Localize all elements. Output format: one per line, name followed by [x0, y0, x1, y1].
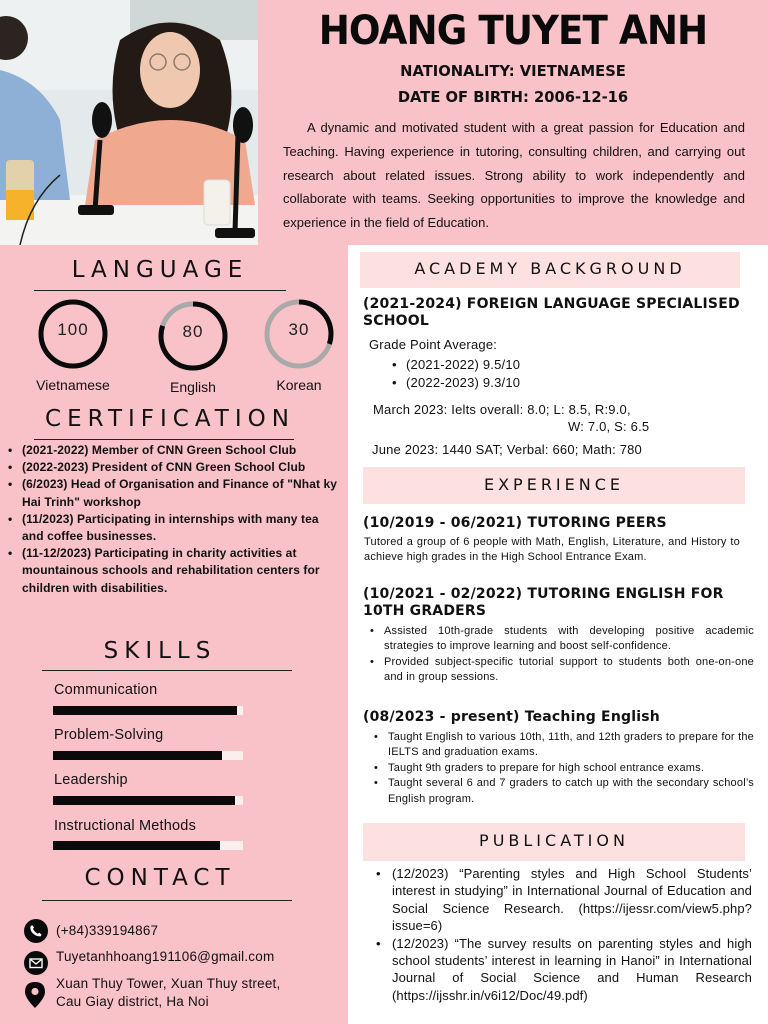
- gpa-label: Grade Point Average:: [369, 337, 498, 352]
- phone-icon: [24, 919, 48, 943]
- certification-list: [8, 442, 342, 597]
- skill-bar-fill: [53, 706, 237, 715]
- publication-list: [376, 865, 752, 1004]
- experience-title: EXPERIENCE: [363, 467, 745, 504]
- language-english: [143, 300, 243, 395]
- skills-title: SKILLS: [103, 638, 217, 664]
- sat-score: June 2023: 1440 SAT; Verbal: 660; Math: 780: [372, 442, 642, 457]
- job-title: (08/2023 - present) Teaching English: [363, 709, 660, 725]
- location-pin-icon: [25, 982, 45, 1008]
- school-name: (2021-2024) FOREIGN LANGUAGE SPECIALISED SCHOOL: [363, 296, 740, 329]
- language-vietnamese: [23, 298, 123, 393]
- nationality: NATIONALITY: VIETNAMESE: [400, 62, 626, 80]
- skill-bar: [53, 841, 243, 850]
- academy-title: ACADEMY BACKGROUND: [360, 252, 740, 288]
- list-item: • (12/2023) “Parenting styles and High School Students’ interest in studying” in International Journal of Education and Social Science Research. (https://ijessr.com/view5.php?issue=6): [376, 865, 752, 935]
- list-item: • (2021-2022) Member of CNN Green School Club: [8, 442, 342, 459]
- job-bullets: [372, 730, 754, 807]
- skill-bar-fill: [53, 796, 235, 805]
- skill-name: Communication: [54, 682, 158, 698]
- skills-rule: [42, 670, 292, 671]
- language-title: LANGUAGE: [71, 257, 249, 283]
- list-item: • (11-12/2023) Participating in charity activities at mountainous schools and rehabilitation centers for children with disabilities.: [8, 545, 342, 597]
- skill-bar-fill: [53, 751, 222, 760]
- list-item: • (6/2023) Head of Organisation and Finance of "Nhat ky Hai Trinh" workshop: [8, 476, 342, 510]
- list-item: • (11/2023) Participating in internships with many tea and coffee businesses.: [8, 511, 342, 545]
- ielts-score-continued: W: 7.0, S: 6.5: [568, 419, 650, 434]
- ielts-score: March 2023: Ielts overall: 8.0; L: 8.5, R:9.0,: [373, 402, 631, 417]
- list-item: • (2022-2023) 9.3/10: [390, 374, 520, 392]
- list-item: • Taught 9th graders to prepare for high school entrance exams.: [372, 761, 754, 776]
- language-score: 30: [288, 320, 310, 339]
- contact-title: CONTACT: [84, 865, 236, 891]
- header-panel: [258, 0, 768, 245]
- certification-rule: [34, 439, 294, 440]
- language-name: Vietnamese: [36, 377, 110, 393]
- skill-bar: [53, 796, 243, 805]
- skill-name: Leadership: [54, 772, 128, 788]
- job-title-line: 10TH GRADERS: [363, 603, 487, 619]
- list-item: • Assisted 10th-grade students with developing positive academic strategies to improve learning and boost self-confidence.: [368, 624, 754, 655]
- gpa-list: [390, 356, 520, 392]
- language-korean: [249, 298, 349, 393]
- language-score: 100: [57, 320, 89, 339]
- list-item: • Provided subject-specific tutorial support to students both one-on-one and in group sessions.: [368, 655, 754, 686]
- date-of-birth: DATE OF BIRTH: 2006-12-16: [397, 88, 629, 106]
- skill-bar: [53, 706, 243, 715]
- profile-photo: [0, 0, 258, 245]
- skill-bar: [53, 751, 243, 760]
- list-item: • Taught English to various 10th, 11th, and 12th graders to prepare for the IELTS and graduation exams.: [372, 730, 754, 761]
- skill-name: Problem-Solving: [54, 727, 164, 743]
- job-title-line: (10/2021 - 02/2022) TUTORING ENGLISH FOR: [363, 586, 724, 602]
- language-rule: [34, 290, 286, 291]
- language-score: 80: [182, 322, 204, 341]
- email-icon: [24, 951, 48, 975]
- language-name: English: [170, 379, 216, 395]
- language-name: Korean: [276, 377, 322, 393]
- address-line: Cau Giay district, Ha Noi: [56, 994, 209, 1009]
- address: [56, 975, 280, 1011]
- skill-bar-fill: [53, 841, 220, 850]
- skill-name: Instructional Methods: [54, 818, 197, 834]
- publication-title: PUBLICATION: [363, 823, 745, 861]
- profile-summary: A dynamic and motivated student with a great passion for Education and Teaching. Having experience in tutoring, consulting children, and carrying out research about related issues. Strong ability to work independently and collaborate with teams. Seeking opportunities to improve the knowledge and experience in the field of Education.: [283, 120, 745, 231]
- list-item: • Taught several 6 and 7 graders to catch up with the secondary school’s English program.: [372, 776, 754, 807]
- phone-number[interactable]: (+84)339194867: [56, 923, 159, 938]
- job-description: Tutored a group of 6 people with Math, English, Literature, and History to achieve high grades in the High School Entrance Exam.: [364, 536, 740, 564]
- profile-photo-illustration: [0, 0, 258, 245]
- job-title: [363, 586, 724, 620]
- email-address[interactable]: Tuyetanhhoang191106@gmail.com: [56, 949, 275, 964]
- certification-title: CERTIFICATION: [45, 406, 295, 432]
- list-item: • (2022-2023) President of CNN Green School Club: [8, 459, 342, 476]
- job-title: (10/2019 - 06/2021) TUTORING PEERS: [363, 515, 667, 531]
- job-bullets: [368, 624, 754, 686]
- list-item: • (12/2023) “The survey results on parenting styles and high school students’ interest in learning in Hanoi” in International Journal of Social Science and Human Research (https://ijsshr.in/v6i12/Doc/49.pdf): [376, 935, 752, 1005]
- address-line: Xuan Thuy Tower, Xuan Thuy street,: [56, 976, 281, 991]
- list-item: • (2021-2022) 9.5/10: [390, 356, 520, 374]
- contact-rule: [42, 900, 292, 901]
- left-column: [0, 245, 348, 1024]
- candidate-name: HOANG TUYET ANH: [318, 8, 708, 54]
